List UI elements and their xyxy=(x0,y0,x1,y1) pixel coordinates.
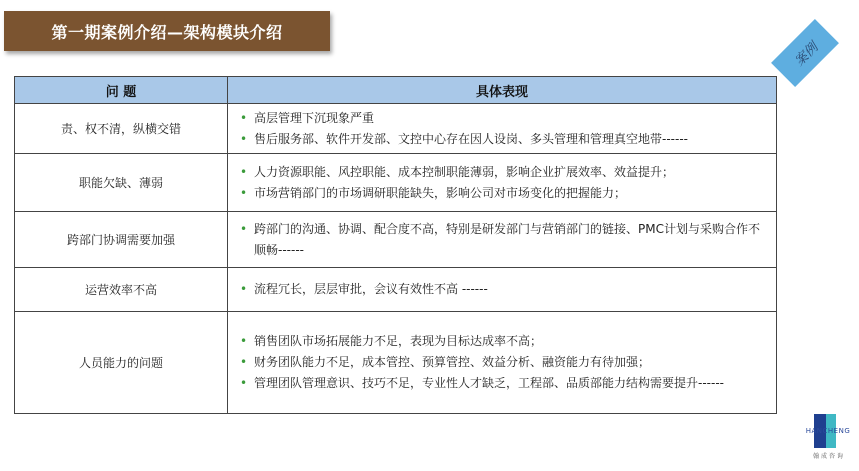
details-list xyxy=(240,331,770,394)
page-title: 第一期案例介绍—架构模块介绍 xyxy=(51,22,283,42)
list-item: • 售后服务部、软件开发部、文控中心存在因人设岗、多头管理和管理真空地带------ xyxy=(240,129,770,150)
stamp-label: 案例 xyxy=(791,39,821,69)
list-item: • 销售团队市场拓展能力不足，表现为目标达成率不高； xyxy=(240,331,770,352)
details-list xyxy=(240,219,770,261)
details-cell xyxy=(228,268,777,312)
table-row xyxy=(15,212,777,268)
details-list xyxy=(240,279,770,300)
company-logo xyxy=(800,410,856,468)
case-table xyxy=(14,76,777,414)
details-cell xyxy=(228,212,777,268)
list-item: • 市场营销部门的市场调研职能缺失，影响公司对市场变化的把握能力； xyxy=(240,183,770,204)
list-item: • 流程冗长，层层审批，会议有效性不高 ------ xyxy=(240,279,770,300)
list-item: • 财务团队能力不足，成本管控、预算管控、效益分析、融资能力有待加强； xyxy=(240,352,770,373)
issue-cell: 人员能力的问题 xyxy=(15,312,228,414)
details-list xyxy=(240,162,770,204)
details-cell xyxy=(228,312,777,414)
details-cell xyxy=(228,154,777,212)
issue-cell: 责、权不清，纵横交错 xyxy=(15,104,228,154)
list-item: • 管理团队管理意识、技巧不足，专业性人才缺乏，工程部、品质部能力结构需要提升------ xyxy=(240,373,770,394)
table-row xyxy=(15,268,777,312)
header-details: 具体表现 xyxy=(228,77,777,104)
logo-subtext: 翰 成 咨 询 xyxy=(813,453,843,460)
issue-cell: 跨部门协调需要加强 xyxy=(15,212,228,268)
list-item: • 跨部门的沟通、协调、配合度不高，特别是研发部门与营销部门的链接、PMC计划与采购合作不顺畅------ xyxy=(240,219,770,261)
logo-text: HANCHENG xyxy=(805,427,851,435)
title-banner xyxy=(4,11,330,51)
details-cell xyxy=(228,104,777,154)
issue-cell: 运营效率不高 xyxy=(15,268,228,312)
header-issue: 问 题 xyxy=(15,77,228,104)
details-list xyxy=(240,108,770,150)
list-item: • 高层管理下沉现象严重 xyxy=(240,108,770,129)
table-row xyxy=(15,104,777,154)
table-header-row xyxy=(15,77,777,104)
table-row xyxy=(15,312,777,414)
issue-cell: 职能欠缺、薄弱 xyxy=(15,154,228,212)
table-row xyxy=(15,154,777,212)
list-item: • 人力资源职能、风控职能、成本控制职能薄弱，影响企业扩展效率、效益提升； xyxy=(240,162,770,183)
